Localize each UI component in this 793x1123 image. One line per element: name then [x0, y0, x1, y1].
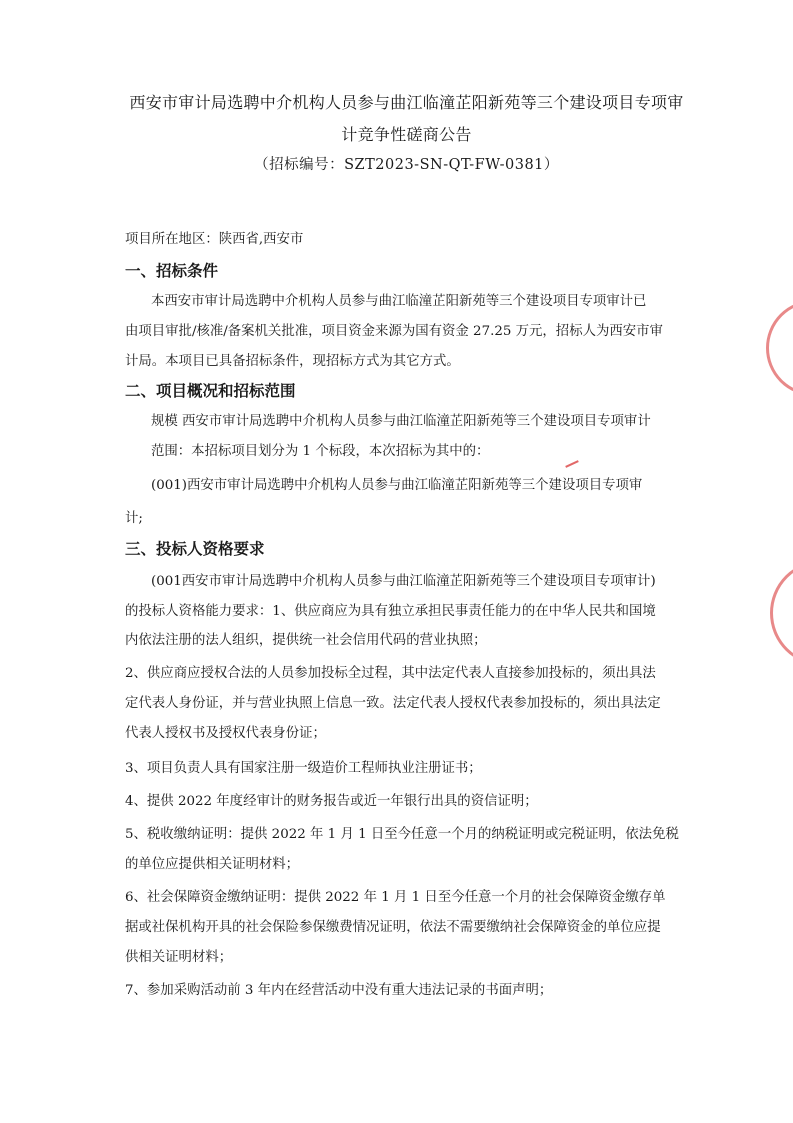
section3-line: (001西安市审计局选聘中介机构人员参与曲江临潼芷阳新苑等三个建设项目专项审计)	[151, 574, 656, 589]
red-seal-partial	[766, 300, 793, 396]
section1-heading: 一、招标条件	[125, 262, 219, 280]
section3-line: 的单位应提供相关证明材料；	[125, 857, 300, 872]
section1-line: 计局。本项目已具备招标条件，现招标方式为其它方式。	[125, 354, 460, 369]
doc-tender-number: （招标编号：SZT2023-SN-QT-FW-0381）	[254, 157, 559, 173]
section3-line: 5、税收缴纳证明：提供 2022 年 1 月 1 日至今任意一个月的纳税证明或完税证明，依法免税	[125, 827, 679, 842]
section3-line: 2、供应商应授权合法的人员参加投标全过程，其中法定代表人直接参加投标的，须出具法	[125, 666, 656, 681]
section3-heading: 三、投标人资格要求	[125, 540, 265, 558]
doc-title-line2: 计竞争性磋商公告	[341, 125, 472, 144]
section3-line: 3、项目负责人具有国家注册一级造价工程师执业注册证书；	[125, 761, 482, 776]
section2-line: 范围：本招标项目划分为 1 个标段，本次招标为其中的：	[151, 444, 490, 459]
section3-line: 内依法注册的法人组织，提供统一社会信用代码的营业执照；	[125, 633, 487, 648]
project-region: 项目所在地区：陕西省,西安市	[125, 232, 304, 247]
section2-line: 计;	[125, 511, 143, 526]
section3-line: 的投标人资格能力要求：1、供应商应为具有独立承担民事责任能力的在中华人民共和国境	[125, 604, 656, 619]
section3-line: 代表人授权书及授权代表身份证；	[125, 726, 326, 741]
section3-line: 定代表人身份证，并与营业执照上信息一致。法定代表人授权代表参加投标的，须出具法定	[125, 696, 661, 711]
section1-line: 由项目审批/核准/备案机关批准，项目资金来源为国有资金 27.25 万元，招标人为西安市审	[125, 324, 663, 339]
section2-line: (001)西安市审计局选聘中介机构人员参与曲江临潼芷阳新苑等三个建设项目专项审	[151, 478, 643, 493]
red-pen-mark	[565, 460, 579, 468]
section2-heading: 二、项目概况和招标范围	[125, 382, 296, 400]
section1-line: 本西安市审计局选聘中介机构人员参与曲江临潼芷阳新苑等三个建设项目专项审计已	[151, 294, 647, 309]
section3-line: 供相关证明材料；	[125, 950, 233, 965]
red-seal-partial	[770, 560, 793, 666]
doc-title-line1: 西安市审计局选聘中介机构人员参与曲江临潼芷阳新苑等三个建设项目专项审	[129, 93, 684, 112]
section3-line: 据或社保机构开具的社会保险参保缴费情况证明，依法不需要缴纳社会保障资金的单位应提	[125, 920, 661, 935]
section3-line: 4、提供 2022 年度经审计的财务报告或近一年银行出具的资信证明；	[125, 794, 538, 809]
section3-line: 6、社会保障资金缴纳证明：提供 2022 年 1 月 1 日至今任意一个月的社会保障资金缴存单	[125, 890, 666, 905]
section2-line: 规模 西安市审计局选聘中介机构人员参与曲江临潼芷阳新苑等三个建设项目专项审计	[151, 414, 651, 429]
section3-line: 7、参加采购活动前 3 年内在经营活动中没有重大违法记录的书面声明；	[125, 983, 553, 998]
